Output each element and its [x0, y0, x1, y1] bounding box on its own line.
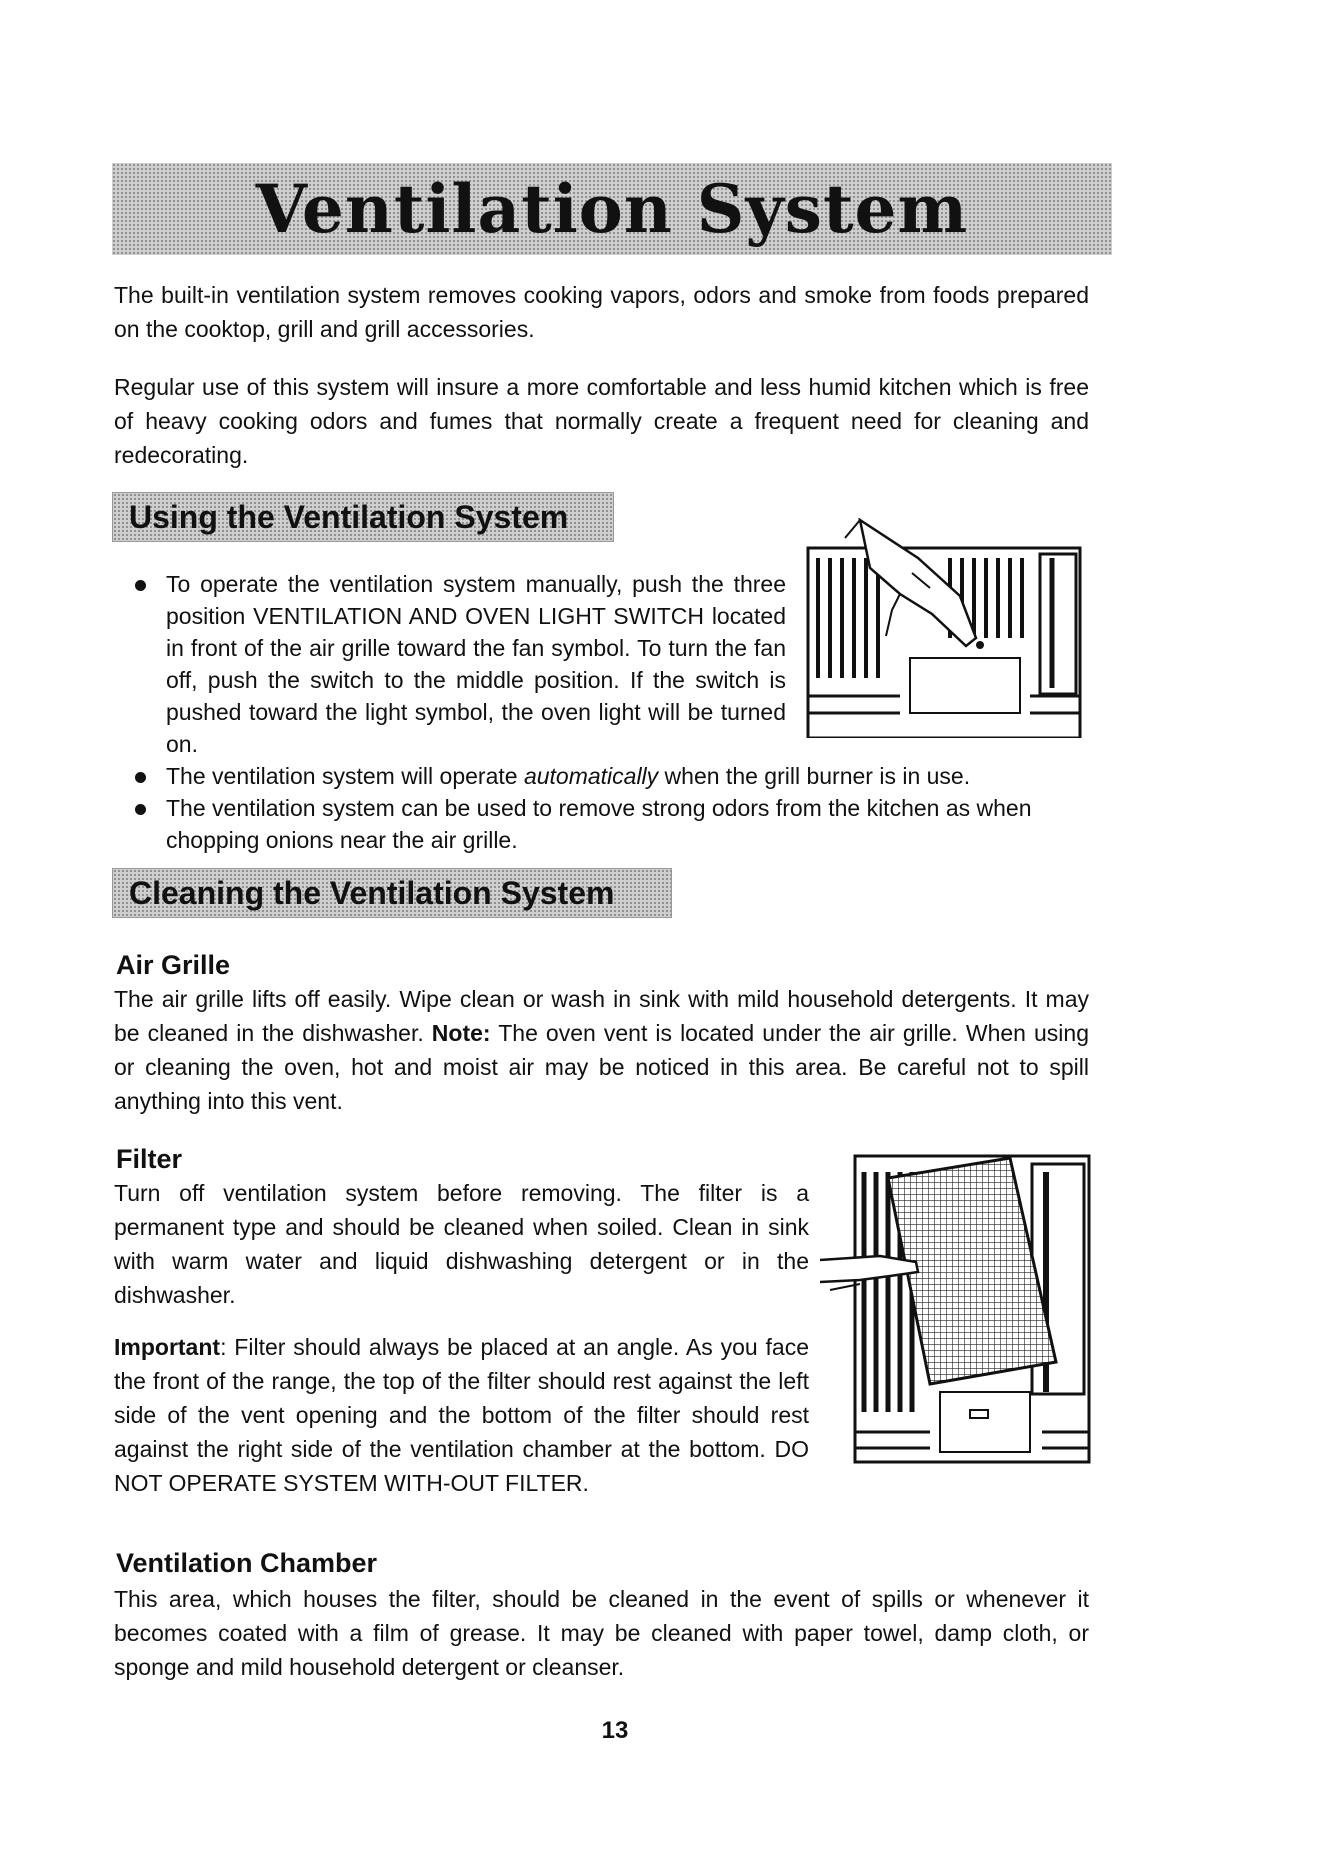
note-label: Note:	[431, 1020, 491, 1046]
subheading-ventilation-chamber: Ventilation Chamber	[116, 1548, 378, 1578]
section-banner-using	[112, 492, 614, 542]
bullet-text-after: when the grill burner is in use.	[658, 763, 971, 789]
air-grille-paragraph	[114, 982, 1089, 1118]
bullet-icon	[135, 804, 146, 815]
section-banner-cleaning	[112, 868, 672, 918]
important-text: : Filter should always be placed at an angle. As you face the front of the range, the top of the filter should rest against the left side of the vent opening and the bottom of the filter should rest against the right side of the ventilation chamber at the bottom. DO NOT OPERATE SYSTEM WITH-OUT FILTER.	[114, 1334, 809, 1496]
filter-important-paragraph	[114, 1330, 809, 1500]
filter-paragraph: Turn off ventilation system before removing. The filter is a permanent type and should be cleaned when soiled. Clean in sink with warm water and liquid dishwashing detergent or in the dishwasher.	[114, 1180, 809, 1308]
subheading-air-grille: Air Grille	[116, 950, 231, 980]
vent-switch-illustration	[800, 518, 1086, 738]
list-item	[135, 760, 1095, 792]
bullet-text: The ventilation system can be used to remove strong odors from the kitchen as when chopping onions near the air grille.	[166, 795, 1032, 853]
bullet-icon	[135, 580, 146, 591]
bullet-text-before: The ventilation system will operate	[166, 763, 524, 789]
filter-illustration	[820, 1152, 1092, 1470]
section-heading-using: Using the Ventilation System	[129, 498, 569, 535]
page-number: 13	[601, 1717, 629, 1744]
bullet-emphasis: automatically	[523, 763, 659, 789]
air-grille-text: The air grille lifts off easily. Wipe clean or wash in sink with mild household detergents. It may be cleaned in the dishwasher.	[114, 986, 1089, 1046]
subheading-filter: Filter	[116, 1144, 183, 1174]
chamber-paragraph: This area, which houses the filter, should be cleaned in the event of spills or whenever it becomes coated with a film of grease. It may be cleaned with paper towel, damp cloth, or sponge and mild household detergent or cleanser.	[114, 1586, 1089, 1680]
title-banner	[112, 163, 1112, 255]
list-item	[135, 792, 1095, 856]
bullet-icon	[135, 772, 146, 783]
page-title: Ventilation System	[255, 170, 969, 248]
intro-paragraph-2: Regular use of this system will insure a more comfortable and less humid kitchen which is free of heavy cooking odors and fumes that normally create a frequent need for cleaning and redecorating.	[114, 374, 1089, 468]
section-heading-cleaning: Cleaning the Ventilation System	[129, 874, 615, 911]
intro-paragraph-1: The built-in ventilation system removes cooking vapors, odors and smoke from foods prepared on the cooktop, grill and grill accessories.	[114, 282, 1089, 342]
list-item	[135, 568, 786, 760]
important-label: Important	[114, 1334, 221, 1360]
air-grille-note-text: The oven vent is located under the air grille. When using or cleaning the oven, hot and moist air may be noticed in this area. Be careful not to spill anything into this vent.	[114, 1020, 1089, 1114]
bullet-text: To operate the ventilation system manually, push the three position VENTILATION AND OVEN LIGHT SWITCH located in front of the air grille toward the fan symbol. To turn the fan off, push the switch to the middle position. If the switch is pushed toward the light symbol, the oven light will be turned on.	[166, 571, 786, 757]
